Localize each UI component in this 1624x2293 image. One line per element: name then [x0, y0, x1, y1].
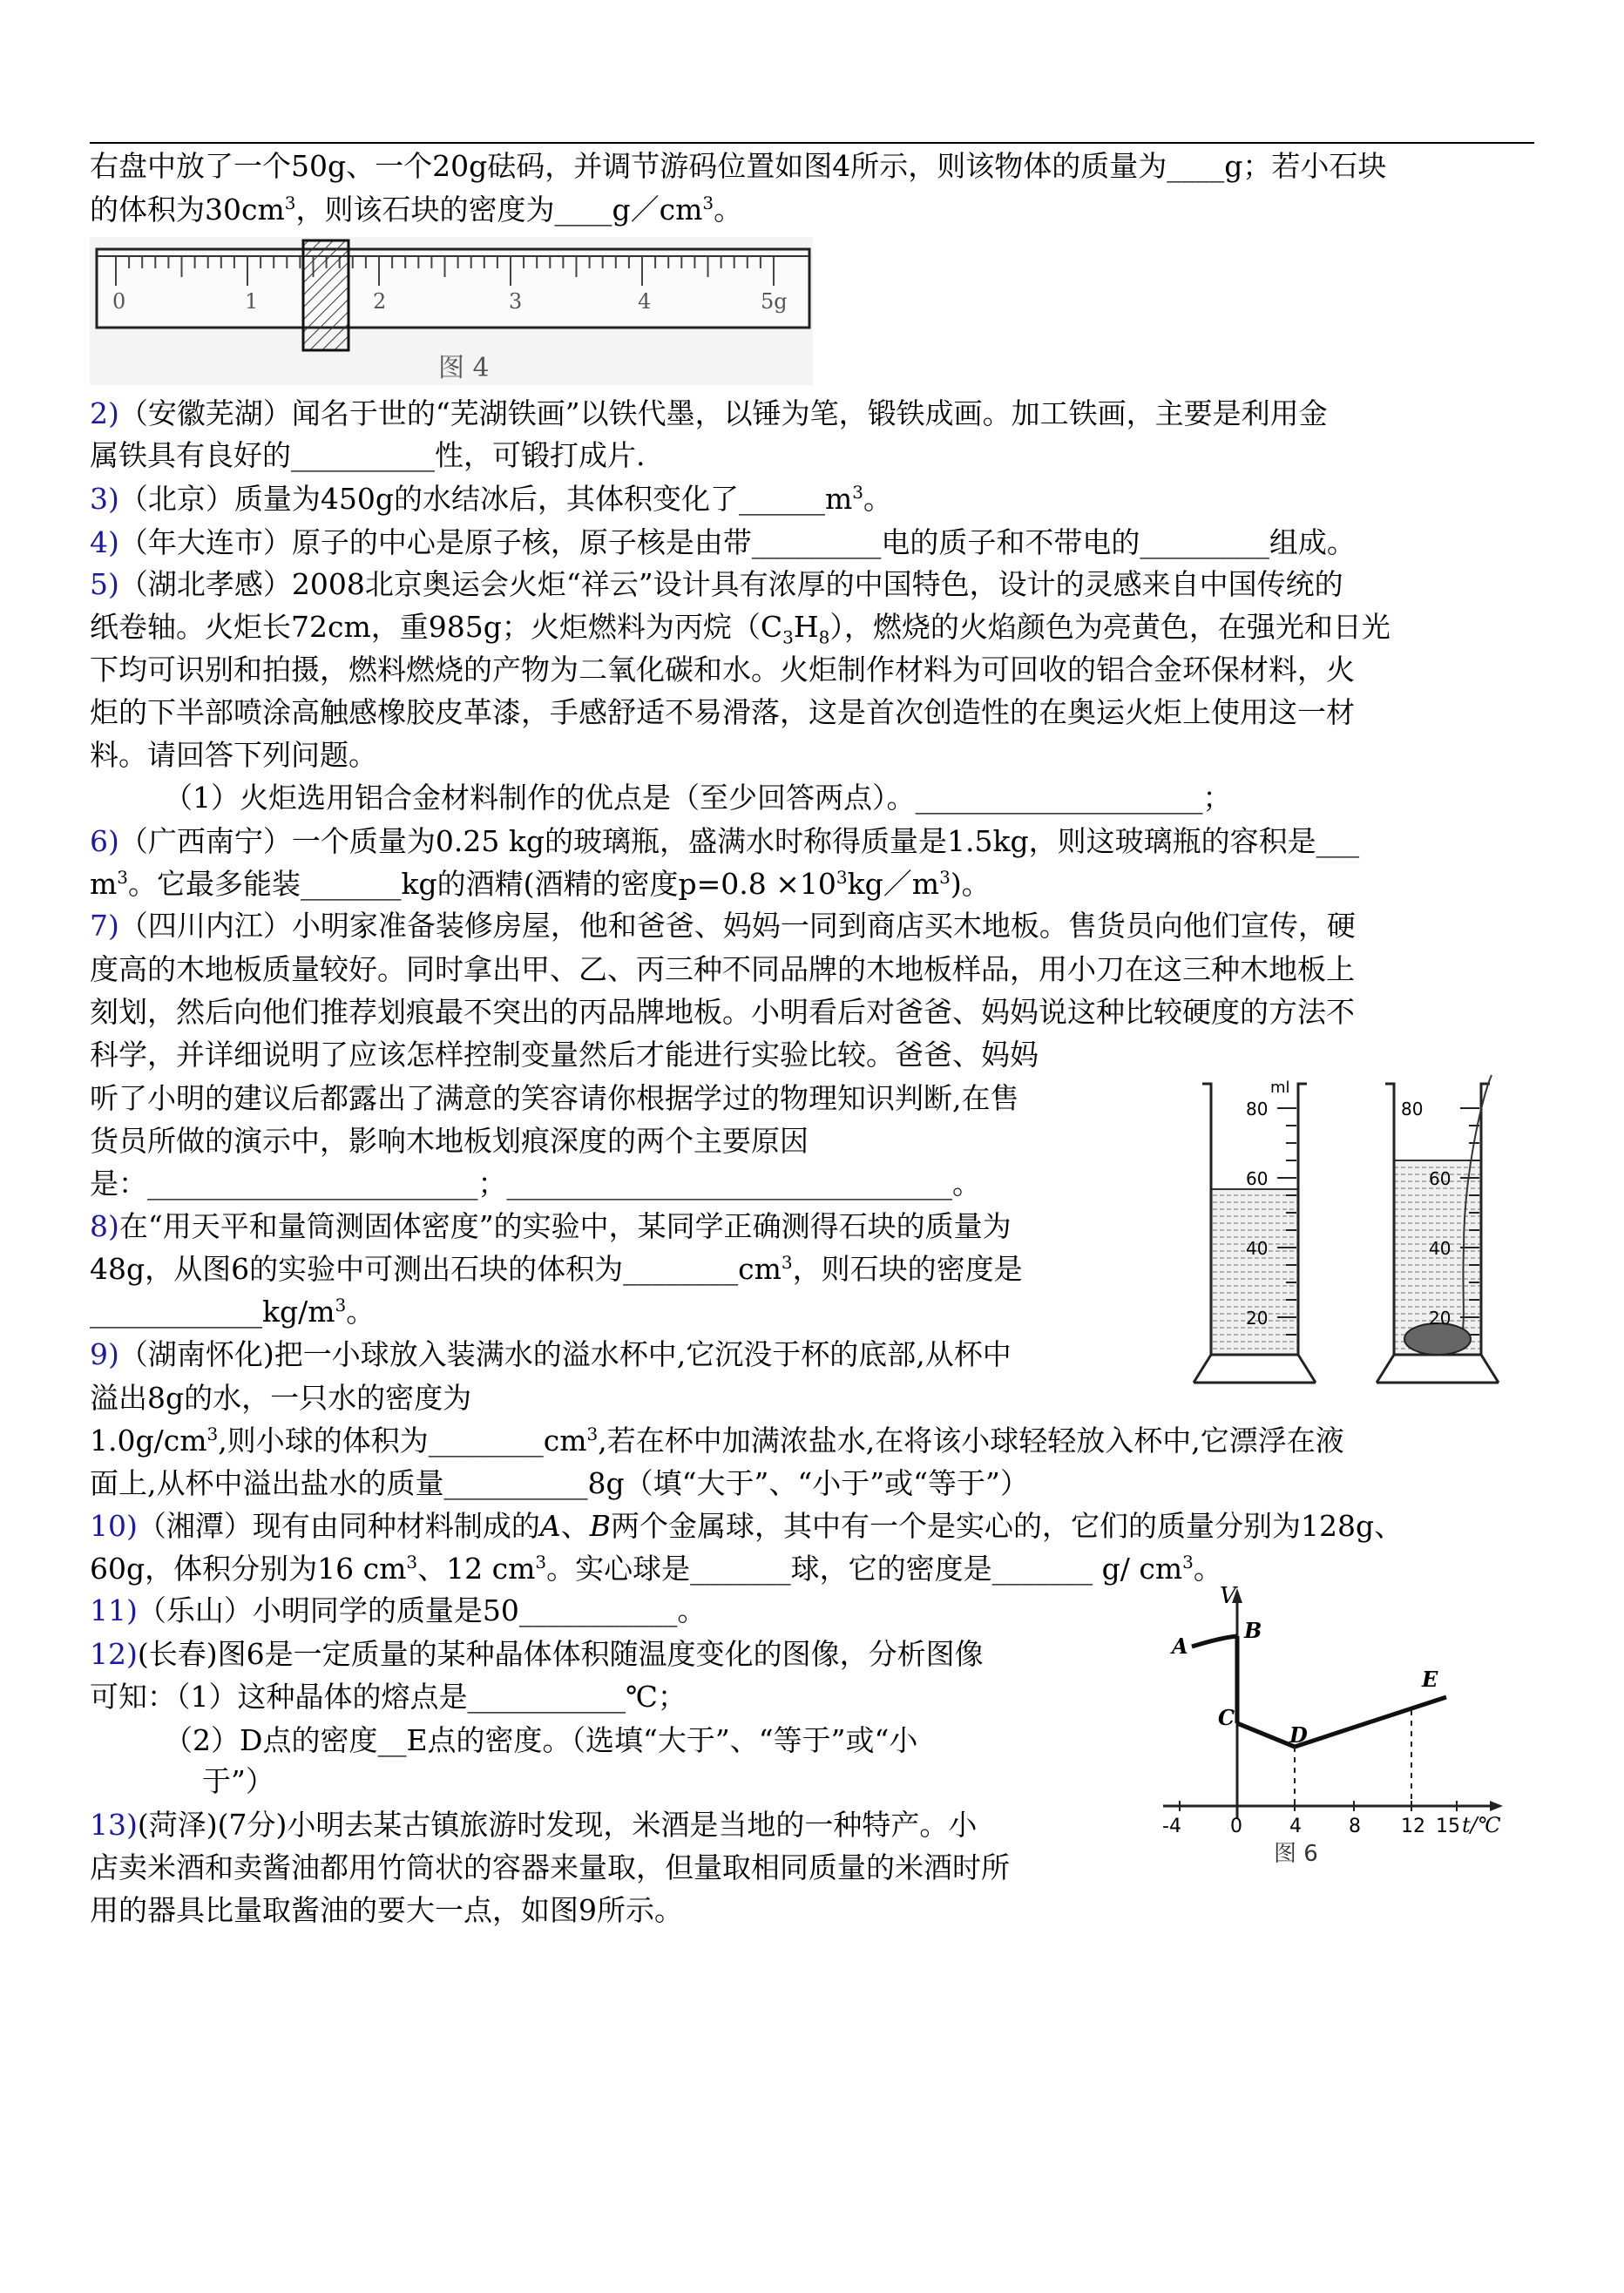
x-tick-8: 8: [1349, 1816, 1361, 1837]
q5-line2: 纸卷轴。火炬长72cm，重985g；火炬燃料为丙烷$(C_3H_8)$，燃烧的火焰颜色为亮黄色，在强光和日光: [90, 610, 1391, 648]
q13-line1: 13)(菏泽)(7分)小明去某古镇旅游时发现，米酒是当地的一种特产。小: [90, 1808, 978, 1842]
point-e-label: E: [1422, 1667, 1438, 1692]
cylinder-right: [1377, 1075, 1499, 1383]
tick-label-1: 1: [245, 289, 259, 314]
point-a-label: A: [1172, 1634, 1188, 1659]
q7-line1: 7)（四川内江）小明家准备装修房屋，他和爸爸、妈妈一同到商店买木地板。售货员向他们宣传，硬: [90, 909, 1356, 943]
q13-line2: 店卖米酒和卖酱油都用竹筒状的容器来量取，但量取相同质量的米酒时所: [90, 1850, 1010, 1884]
q5-sub1: （1）火炬选用铝合金材料制作的优点是（至少回答两点）。____________________；: [164, 781, 1232, 815]
curve-ab: [1192, 1636, 1237, 1647]
q1-line2: 的体积为$30cm^3$，则该石块的密度为$\_\_\_\_g/cm^3$。: [90, 193, 743, 227]
header-rule: [90, 142, 1534, 144]
rider-weight: [303, 240, 348, 350]
q10-line1: 10)（湘潭）现有由同种材料制成的A、B两个金属球，其中有一个是实心的，它们的质量分别为128g、: [90, 1509, 1404, 1543]
figure-6-caption: 图 6: [1274, 1841, 1318, 1863]
right-tick-60: 60: [1429, 1168, 1451, 1189]
q10-line2: 60g，体积分别为16 $cm^3$、12 $cm^3$。实心球是_______球，它的密度是_______ g/ $cm^3$。: [90, 1552, 1222, 1586]
tick-label-5: 5g: [761, 289, 788, 314]
left-tick-80: 80: [1246, 1099, 1269, 1119]
q11: 11)（乐山）小明同学的质量是50___________。: [90, 1593, 707, 1627]
x-tick-15: 15: [1436, 1816, 1460, 1837]
q7-line4: 科学，并详细说明了应该怎样控制变量然后才能进行实验比较。爸爸、妈妈: [90, 1038, 1039, 1072]
q7-line3: 刻划，然后向他们推荐划痕最不突出的丙品牌地板。小明看后对爸爸、妈妈说这种比较硬度的方法不: [90, 995, 1355, 1029]
q12-line4: 于”）: [202, 1764, 274, 1798]
figure-4-caption: 图 4: [438, 353, 490, 383]
y-axis-label: V: [1220, 1584, 1236, 1609]
left-tick-60: 60: [1246, 1168, 1269, 1189]
curve-de: [1295, 1697, 1446, 1747]
q7-line6: 货员所做的演示中，影响木地板划痕深度的两个主要原因: [90, 1124, 809, 1158]
q7-line5: 听了小明的建议后都露出了满意的笑容请你根据学过的物理知识判断,在售: [90, 1081, 1019, 1115]
point-d-label: D: [1289, 1722, 1308, 1748]
figure-graduated-cylinders: [1185, 1073, 1516, 1391]
q9-line4: 面上,从杯中溢出盐水的质量__________8g（填“大于”、“小于”或“等于”）: [90, 1466, 1029, 1500]
tick-label-3: 3: [509, 289, 523, 314]
tick-label-2: 2: [373, 289, 387, 314]
q5-line3: 下均可识别和拍摄，燃料燃烧的产物为二氧化碳和水。火炬制作材料为可回收的铝合金环保材料，火: [90, 653, 1355, 687]
x-tick-12: 12: [1401, 1816, 1425, 1837]
figure-6-volume-temperature-graph: [1150, 1584, 1507, 1863]
q2-line1: 2)（安徽芜湖）闻名于世的“芜湖铁画”以铁代墨，以锤为笔，锻铁成画。加工铁画，主要是利用金: [90, 396, 1328, 430]
q6-line2: $m^3$。它最多能装_______kg的酒精(酒精的密度$p=0.8 \times 10^3kg/m^3$)。: [90, 867, 991, 901]
q8-line2: 48g，从图6的实验中可测出石块的体积为$\_\_\_\_\_\_\_\_cm^3$，则石块的密度是: [90, 1252, 1023, 1286]
q7-line2: 度高的木地板质量较好。同时拿出甲、乙、丙三种不同品牌的木地板样品，用小刀在这三种木地板上: [90, 952, 1355, 986]
cylinder-left: [1194, 1079, 1316, 1383]
q5-line5: 料。请回答下列问题。: [90, 738, 377, 772]
q7-line7: 是：_______________________；_______________________________。: [90, 1167, 981, 1201]
x-tick-0: 0: [1230, 1816, 1242, 1837]
q8-line1: 8)在“用天平和量筒测固体密度”的实验中，某同学正确测得石块的质量为: [90, 1209, 1012, 1243]
point-b-label: B: [1244, 1618, 1262, 1643]
q12-line1: 12)(长春)图6是一定质量的某种晶体体积随温度变化的图像，分析图像: [90, 1637, 984, 1671]
q9-line2: 溢出8g的水，一只水的密度为: [90, 1381, 472, 1415]
q5-line1: 5)（湖北孝感）2008北京奥运会火炬“祥云”设计具有浓厚的中国特色，设计的灵感来自中国传统的: [90, 567, 1343, 601]
curve-cd: [1237, 1723, 1295, 1747]
left-tick-40: 40: [1246, 1238, 1269, 1259]
q9-line1: 9)（湖南怀化)把一小球放入装满水的溢水杯中,它沉没于杯的底部,从杯中: [90, 1337, 1012, 1371]
q6-line1: 6)（广西南宁）一个质量为0.25 kg的玻璃瓶，盛满水时称得质量是1.5kg，则这玻璃瓶的容积是___: [90, 824, 1360, 858]
tick-label-0: 0: [112, 289, 126, 314]
q1-line1: 右盘中放了一个50g、一个20g砝码，并调节游码位置如图4所示，则该物体的质量为____g；若小石块: [90, 149, 1387, 183]
q9-line3: $1.0g/cm^3$,则小球的体积为$\_\_\_\_\_\_\_\_cm^3$,若在杯中加满浓盐水,在将该小球轻轻放入杯中,它漂浮在液: [90, 1424, 1344, 1458]
point-c-label: C: [1218, 1705, 1235, 1730]
q13-line3: 用的器具比量取酱油的要大一点，如图9所示。: [90, 1893, 683, 1927]
q8-line3: $\_\_\_\_\_\_\_\_\_\_\_\_kg/m^3$。: [90, 1295, 376, 1329]
tick-label-4: 4: [638, 289, 652, 314]
right-tick-20: 20: [1429, 1308, 1451, 1329]
q5-line4: 炬的下半部喷涂高触感橡胶皮革漆，手感舒适不易滑落，这是首次创造性的在奥运火炬上使用这一材: [90, 695, 1355, 729]
left-tick-20: 20: [1246, 1308, 1269, 1329]
q3: 3)（北京）质量为450g的水结冰后，其体积变化了$\_\_\_\_\_\_m^3$。: [90, 482, 893, 516]
left-cylinder-unit: ml: [1270, 1079, 1290, 1097]
q12-line3: （2）D点的密度__E点的密度。（选填“大于”、“等于”或“小: [164, 1723, 918, 1757]
right-tick-40: 40: [1429, 1238, 1451, 1259]
x-axis-label: t/℃: [1462, 1813, 1501, 1837]
q4: 4)（年大连市）原子的中心是原子核，原子核是由带_________电的质子和不带电的_________组成。: [90, 525, 1356, 559]
x-tick-4: 4: [1289, 1816, 1302, 1837]
figure-4-rider-scale: [90, 237, 813, 385]
right-tick-80: 80: [1401, 1099, 1424, 1119]
q12-line2: 可知：（1）这种晶体的熔点是___________℃；: [90, 1680, 687, 1714]
q2-line2: 属铁具有良好的__________性，可锻打成片.: [90, 438, 646, 472]
x-tick--4: -4: [1162, 1816, 1181, 1837]
